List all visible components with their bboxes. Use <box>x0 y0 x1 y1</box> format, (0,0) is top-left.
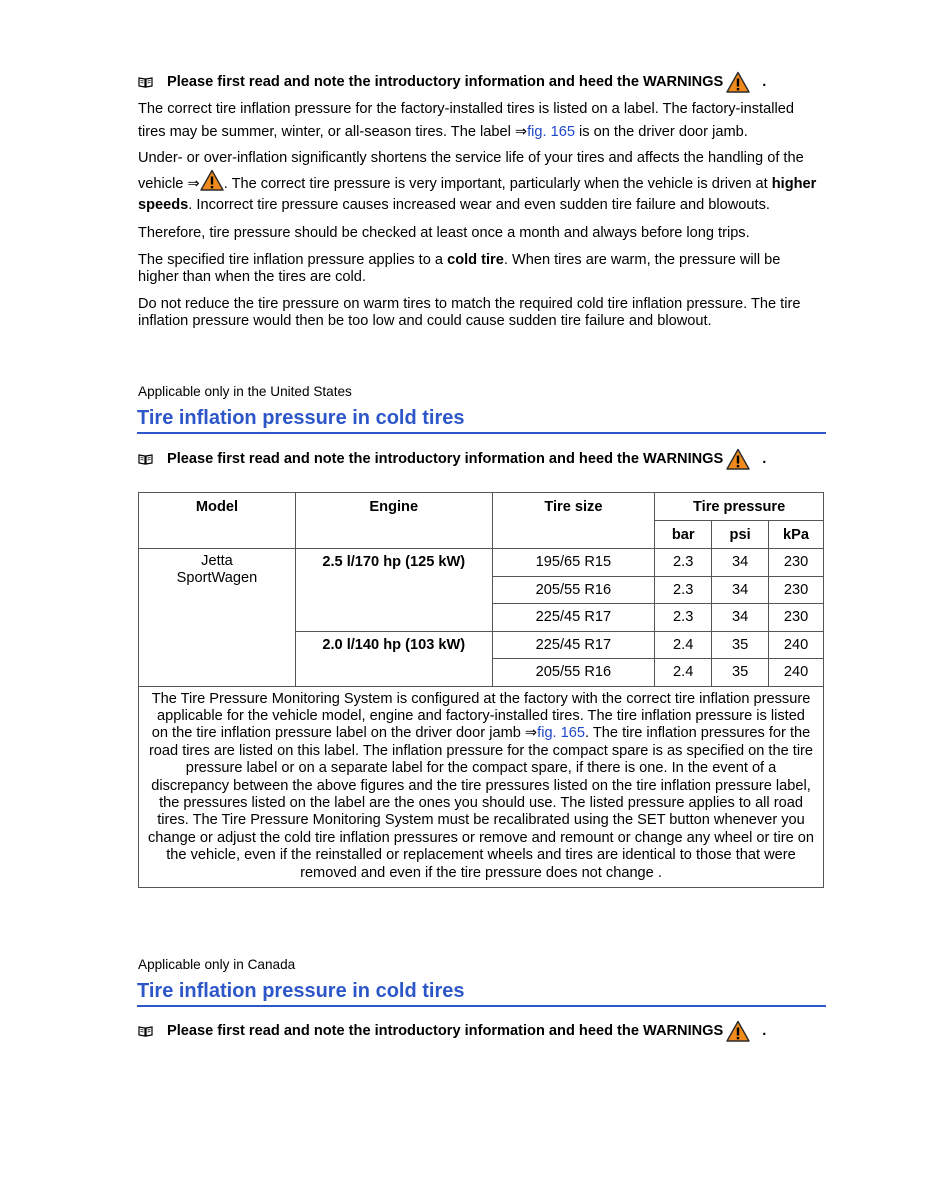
notice-text: Please first read and note the introductory information and heed the WARNINGS <box>167 451 724 467</box>
header-psi: psi <box>712 521 769 549</box>
notice-text: Please first read and note the introductory information and heed the WARNINGS <box>167 74 724 90</box>
notice-period: . <box>762 451 767 467</box>
warning-icon[interactable] <box>726 448 750 470</box>
cold-tire-emphasis: cold tire <box>447 252 504 268</box>
header-model: Model <box>139 493 296 549</box>
intro-p2-text-end: . Incorrect tire pressure causes increased wear and even sudden tire failure and blowouts. <box>188 197 770 213</box>
footnote-period: . <box>657 864 662 881</box>
intro-paragraph-5: Do not reduce the tire pressure on warm tires to match the required cold tire inflation pressure. The tire inflation pressure would then be too low and could cause sudden tire failure and blowout. <box>138 296 801 329</box>
tire-size-cell: 205/55 R16 <box>492 659 655 687</box>
intro-p1-text: The correct tire inflation pressure for the factory-installed tires is listed on a label. The factory-installed tires may be summer, winter, or all-season tires. The label <box>138 101 794 140</box>
psi-cell: 35 <box>712 659 769 687</box>
kpa-cell: 230 <box>769 549 824 577</box>
intro-p2-text: Under- or over-inflation significantly shortens the service life of your tires and affects the handling of the vehicle <box>138 150 804 192</box>
applicability-us: Applicable only in the United States <box>138 384 352 399</box>
table-row <box>139 549 824 577</box>
intro-p1-text-end: is on the driver door jamb. <box>575 124 748 140</box>
header-engine: Engine <box>295 493 492 549</box>
intro-paragraph-2 <box>138 148 824 216</box>
tire-pressure-table <box>138 492 824 888</box>
intro-block <box>138 98 824 330</box>
higher-speeds-emphasis: higher speeds <box>138 176 817 213</box>
fig-165-link[interactable]: fig. 165 <box>527 124 575 140</box>
engine-cell-2: 2.0 l/140 hp (103 kW) <box>295 631 492 686</box>
bar-cell: 2.4 <box>655 659 712 687</box>
intro-p2-text-mid: . The correct tire pressure is very important, particularly when the vehicle is driven at <box>223 176 772 192</box>
kpa-cell: 240 <box>769 631 824 659</box>
table-footnote <box>139 686 824 887</box>
bar-cell: 2.4 <box>655 631 712 659</box>
ref-arrow: ⇒ <box>514 124 528 140</box>
psi-cell: 34 <box>712 576 769 604</box>
applicability-canada: Applicable only in Canada <box>138 957 296 972</box>
book-icon <box>138 453 153 465</box>
warning-icon[interactable] <box>200 169 224 191</box>
warning-icon[interactable] <box>726 71 750 93</box>
tire-size-cell: 195/65 R15 <box>492 549 655 577</box>
header-tire-size: Tire size <box>492 493 655 549</box>
psi-cell: 34 <box>712 604 769 632</box>
warning-icon[interactable] <box>726 1020 750 1042</box>
section-title-canada: Tire inflation pressure in cold tires <box>137 978 826 1007</box>
engine-cell-1: 2.5 l/170 hp (125 kW) <box>295 549 492 632</box>
ref-arrow: ⇒ <box>187 176 200 192</box>
intro-paragraph-1 <box>138 98 824 144</box>
notice-warnings-canada <box>138 1020 824 1042</box>
psi-cell: 34 <box>712 549 769 577</box>
kpa-cell: 230 <box>769 576 824 604</box>
intro-paragraph-4 <box>138 252 824 286</box>
bar-cell: 2.3 <box>655 604 712 632</box>
ref-arrow: ⇒ <box>524 725 538 742</box>
header-bar: bar <box>655 521 712 549</box>
notice-text: Please first read and note the introductory information and heed the WARNINGS <box>167 1023 724 1039</box>
notice-warnings-us <box>138 448 824 470</box>
footnote-text: The Tire Pressure Monitoring System is configured at the factory with the correct tire inflation pressure applicable for the vehicle model, engine and factory-installed tires. The tire inflation pressure is listed on the tire inflation pressure label on the driver door jamb <box>151 690 811 742</box>
intro-p4-text: The specified tire inflation pressure applies to a <box>138 252 448 268</box>
header-kpa: kPa <box>769 521 824 549</box>
header-tire-pressure: Tire pressure <box>655 493 824 521</box>
notice-period: . <box>762 1023 767 1039</box>
model-cell: Jetta SportWagen <box>139 549 296 687</box>
notice-warnings <box>138 71 824 93</box>
psi-cell: 35 <box>712 631 769 659</box>
bar-cell: 2.3 <box>655 576 712 604</box>
notice-period: . <box>762 74 767 90</box>
kpa-cell: 230 <box>769 604 824 632</box>
section-title-us: Tire inflation pressure in cold tires <box>137 405 826 434</box>
tire-size-cell: 205/55 R16 <box>492 576 655 604</box>
book-icon <box>138 1025 153 1037</box>
bar-cell: 2.3 <box>655 549 712 577</box>
kpa-cell: 240 <box>769 659 824 687</box>
intro-paragraph-3: Therefore, tire pressure should be checked at least once a month and always before long trips. <box>138 225 750 241</box>
book-icon <box>138 76 153 88</box>
tire-pressure-table-wrap <box>138 492 824 888</box>
tire-size-cell: 225/45 R17 <box>492 631 655 659</box>
tire-size-cell: 225/45 R17 <box>492 604 655 632</box>
footnote-text-end: . The tire inflation pressures for the road tires are listed on this label. The inflation pressure for the compact spare is as specified on the tire pressure label or on a separate label for the compact spare, if there is one. In the event of a discrepancy between the above figures and the tire pressures listed on the tire inflation pressure label, the pressures listed on the label are the ones you should use. The listed pressure applies to all road tires. The Tire Pressure Monitoring System must be recalibrated using the SET button whenever you change or adjust the cold tire inflation pressures or remove and remount or change any wheel or tire on the vehicle, even if the reinstalled or replacement wheels and tires are identical to those that were removed and even if the tire pressure does not change <box>147 725 814 881</box>
intro-p4-text-end: . When tires are warm, the pressure will be higher than when the tires are cold. <box>138 252 781 285</box>
fig-165-link[interactable]: fig. 165 <box>537 725 586 742</box>
